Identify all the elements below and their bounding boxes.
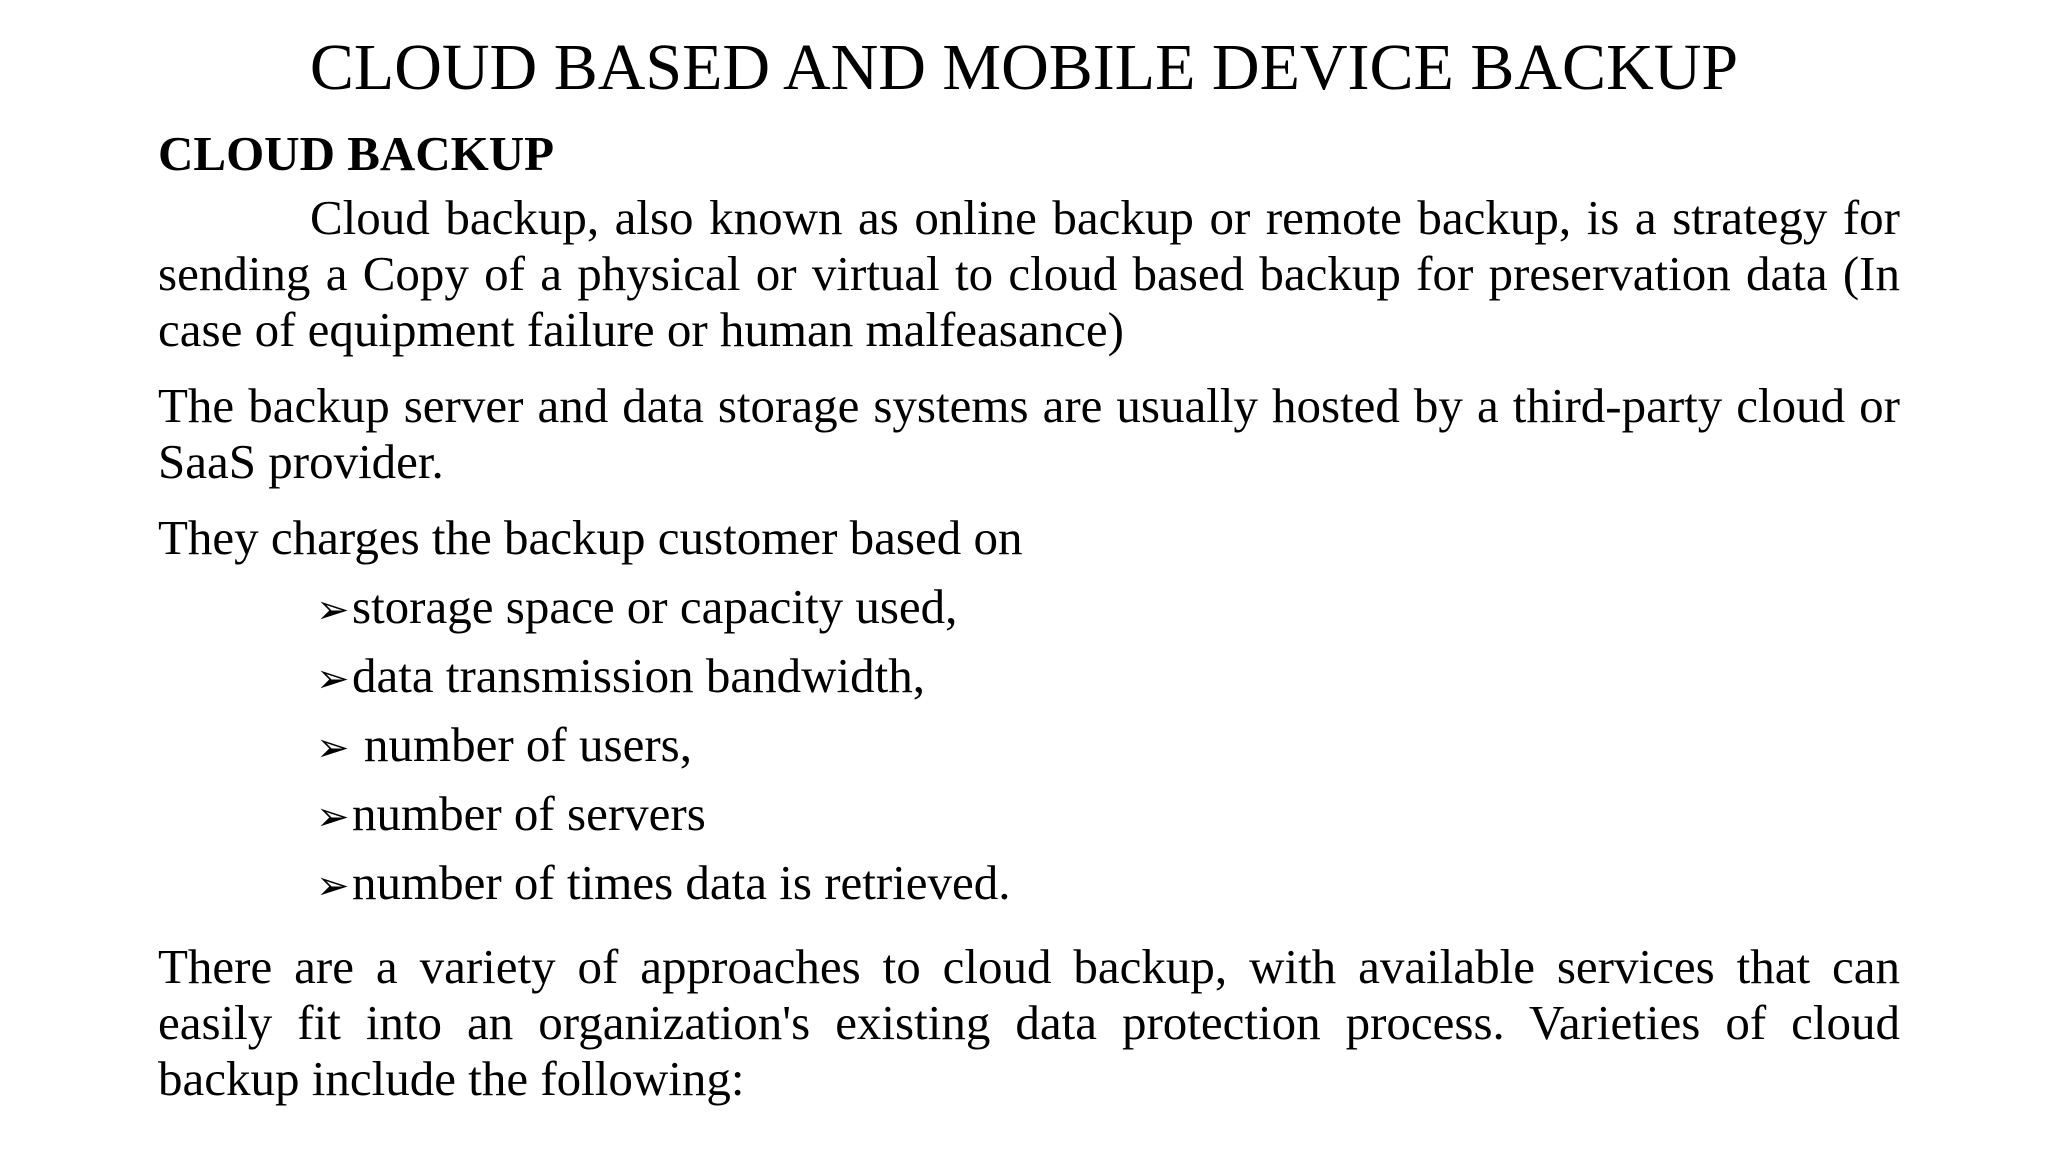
slide-content: [158, 126, 1900, 1107]
list-item: [316, 850, 1900, 919]
charges-bullet-list: [158, 574, 1900, 919]
paragraph-charges: They charges the backup customer based on: [158, 510, 1023, 565]
section-heading: CLOUD BACKUP: [158, 126, 555, 181]
list-item: [316, 574, 1900, 643]
arrow-bullet-icon: ➢: [316, 863, 350, 909]
list-item-text: number of times data is retrieved.: [352, 855, 1011, 910]
list-item: [316, 643, 1900, 712]
paragraph-varieties: There are a variety of approaches to cloud backup, with available services that can easily fit into an organization's existing data protection process. Varieties of cloud backup include the following:: [158, 939, 1900, 1106]
paragraph-hosting: The backup server and data storage systems are usually hosted by a third-party cloud or SaaS provider.: [158, 378, 1900, 489]
list-item-text: number of servers: [352, 786, 706, 841]
list-item-text: storage space or capacity used,: [352, 579, 958, 634]
paragraph-definition: Cloud backup, also known as online backup or remote backup, is a strategy for sending a Copy of a physical or virtual to cloud based backup for preservation data (In case of equipment failure or human malfeasance): [158, 190, 1900, 357]
list-item: [316, 712, 1900, 781]
arrow-bullet-icon: ➢: [316, 587, 350, 633]
arrow-bullet-icon: ➢: [316, 794, 350, 840]
list-item-text: number of users,: [364, 717, 692, 772]
list-item-text: data transmission bandwidth,: [352, 648, 925, 703]
list-item: [316, 781, 1900, 850]
slide-title: CLOUD BASED AND MOBILE DEVICE BACKUP: [309, 31, 1739, 104]
arrow-bullet-icon: ➢: [316, 725, 350, 771]
arrow-bullet-icon: ➢: [316, 656, 350, 702]
